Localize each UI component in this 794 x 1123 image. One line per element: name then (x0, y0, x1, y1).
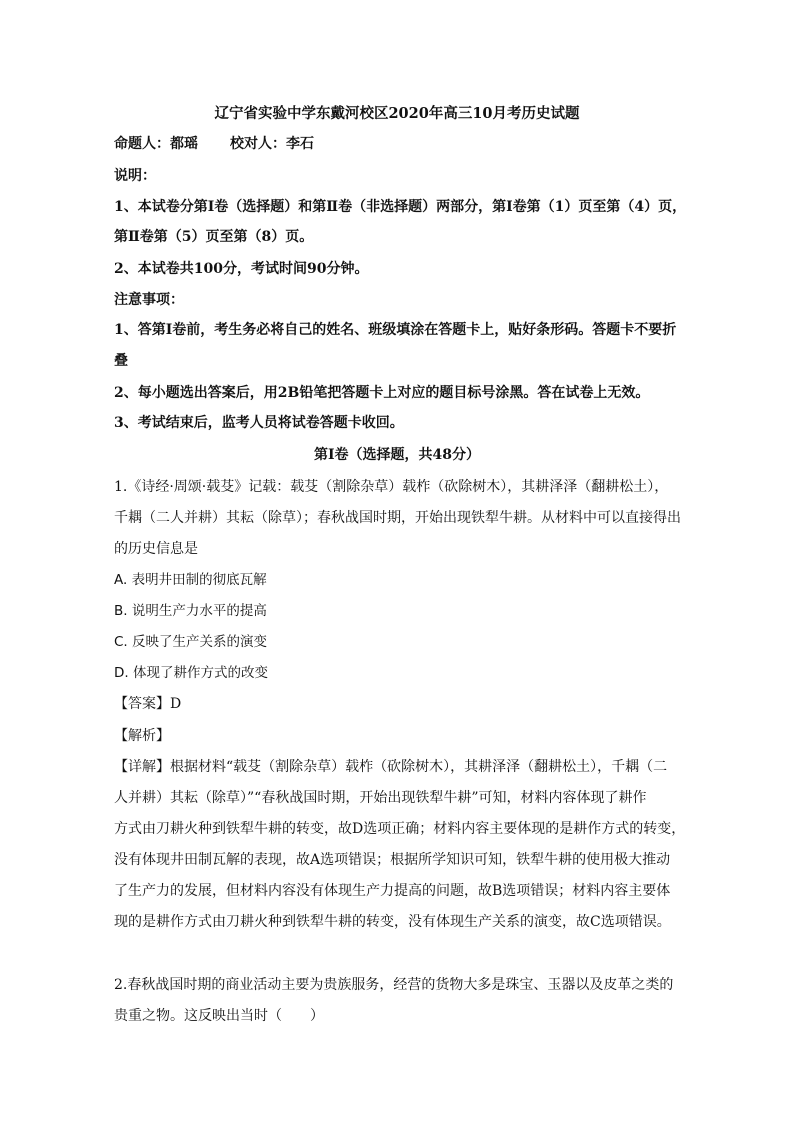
instruction-item-1-line-1: 1、本试卷分第Ⅰ卷（选择题）和第Ⅱ卷（非选择题）两部分，第Ⅰ卷第（1）页至第（4）页， (114, 199, 687, 215)
q2-stem-line-2: 贵重之物。这反映出当时（ ） (114, 1008, 324, 1024)
author-line (114, 134, 314, 154)
q1-option-d: D. 体现了耕作方式的改变 (114, 665, 268, 681)
section-1-heading: 第Ⅰ卷（选择题，共48分） (313, 447, 481, 463)
q1-option-a: A. 表明井田制的彻底瓦解 (114, 572, 267, 588)
q1-detail-line-1: 【详解】根据材料“载芟（割除杂草）载柞（砍除树木），其耕泽泽（翻耕松土），千耦（二 (114, 759, 668, 775)
q1-stem-line-2: 千耦（二人并耕）其耘（除草）；春秋战国时期，开始出现铁犁牛耕。从材料中可以直接得出 (114, 510, 681, 526)
exam-title: 辽宁省实验中学东戴河校区2020年高三10月考历史试题 (214, 105, 580, 122)
note-item-1-line-2: 叠 (114, 353, 128, 369)
instructions-heading: 说明： (114, 168, 156, 184)
q1-stem-line-1: 1.《诗经·周颂·载芟》记载：载芟（割除杂草）载柞（砍除树木），其耕泽泽（翻耕松土）， (114, 479, 669, 495)
q1-option-b: B. 说明生产力水平的提高 (114, 603, 267, 619)
q1-detail-line-6: 现的是耕作方式由刀耕火种到铁犁牛耕的转变，没有体现生产关系的演变，故C选项错误。 (114, 914, 671, 930)
q1-detail-line-4: 没有体现井田制瓦解的表现，故A选项错误；根据所学知识可知，铁犁牛耕的使用极大推动 (114, 852, 671, 868)
notes-heading: 注意事项： (114, 292, 184, 308)
q1-detail-line-5: 了生产力的发展，但材料内容没有体现生产力提高的问题，故B选项错误；材料内容主要体 (114, 883, 671, 899)
note-item-3: 3、考试结束后，监考人员将试卷答题卡收回。 (114, 415, 404, 431)
q1-stem-line-3: 的历史信息是 (114, 541, 198, 557)
checker-label: 校对人：李石 (230, 136, 314, 152)
note-item-2: 2、每小题选出答案后，用2B铅笔把答题卡上对应的题目标号涂黑。答在试卷上无效。 (114, 385, 650, 401)
instruction-item-1-line-2: 第Ⅱ卷第（5）页至第（8）页。 (114, 229, 314, 245)
q1-option-c: C. 反映了生产关系的演变 (114, 634, 268, 650)
q2-stem-line-1: 2.春秋战国时期的商业活动主要为贵族服务，经营的货物大多是珠宝、玉器以及皮革之类的 (114, 977, 674, 993)
author-label: 命题人：都瑶 (114, 136, 198, 152)
q1-detail-line-3: 方式由刀耕火种到铁犁牛耕的转变，故D选项正确；材料内容主要体现的是耕作方式的转变， (114, 821, 686, 837)
q1-analysis-label: 【解析】 (114, 728, 170, 744)
instruction-item-2: 2、本试卷共100分，考试时间90分钟。 (114, 261, 369, 277)
note-item-1-line-1: 1、答第Ⅰ卷前，考生务必将自己的姓名、班级填涂在答题卡上，贴好条形码。答题卡不要折 (114, 322, 677, 338)
q1-answer: 【答案】D (114, 696, 182, 712)
q1-detail-line-2: 人并耕）其耘（除草）”“春秋战国时期，开始出现铁犁牛耕”可知，材料内容体现了耕作 (114, 790, 647, 806)
